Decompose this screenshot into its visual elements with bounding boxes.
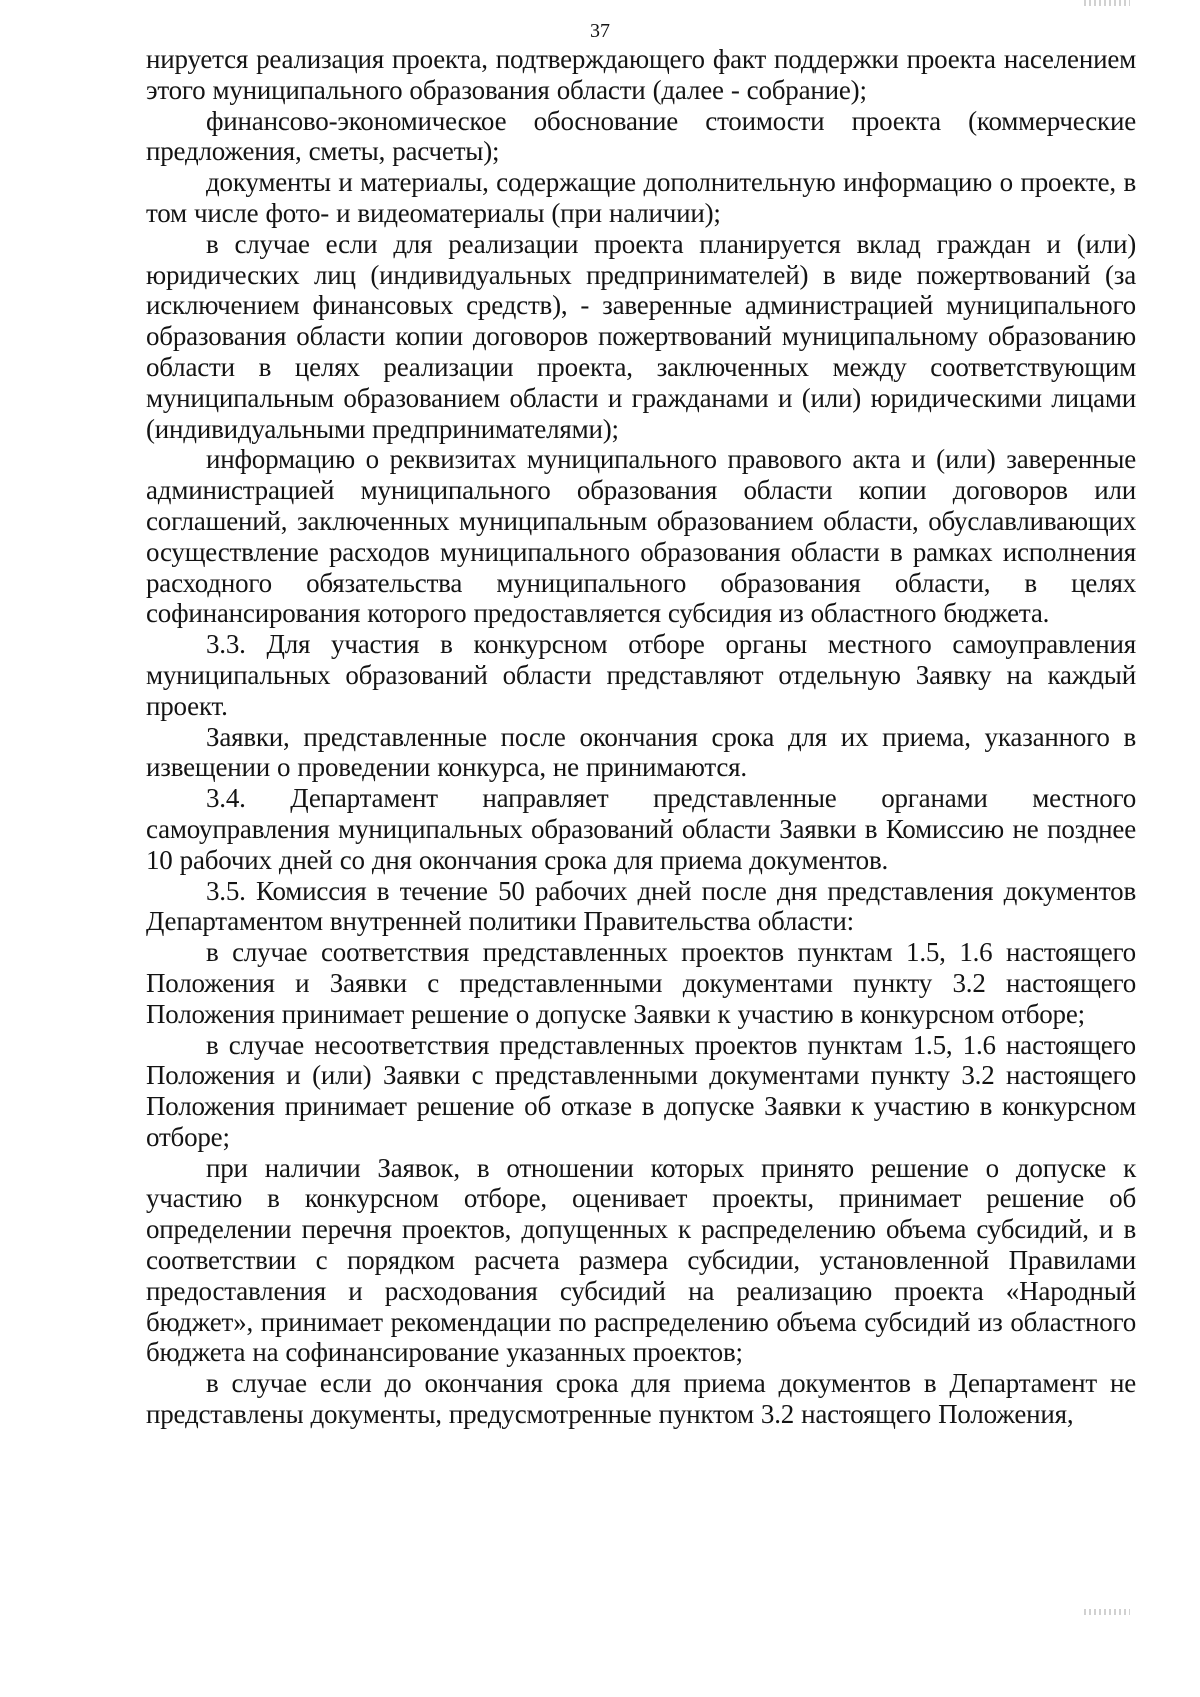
paragraph: при наличии Заявок, в отношении которых принято решение о допуске к участию в конкурсном отборе, оценивает проекты, принимает решение об определении перечня проектов, допущенных к распределению объема субсидий, и в соответствии с порядком расчета размера субсидии, установленной Правилами предоставления и расходования субсидий на реализацию проекта «Народный бюджет», принимает рекомендации по распределению объема субсидий из областного бюджета на софинансирование указанных проектов; — [146, 1152, 1136, 1368]
page-number: 37 — [590, 20, 610, 42]
paragraph-continuation: нируется реализация проекта, подтверждающего факт поддержки проекта населением этого муниципального образования области (далее - собрание); — [146, 44, 1136, 105]
paragraph: финансово-экономическое обоснование стоимости проекта (коммерческие предложения, сметы, расчеты); — [146, 105, 1136, 167]
scan-artifact-top — [1084, 0, 1130, 6]
document-body — [146, 44, 1136, 1430]
paragraph-section-3-4: 3.4. Департамент направляет представленные органами местного самоуправления муниципальных образований области Заявки в Комиссию не позднее 10 рабочих дней со дня окончания срока для приема документов. — [146, 783, 1136, 875]
paragraph: в случае если до окончания срока для приема документов в Департамент не представлены документы, предусмотренные пунктом 3.2 настоящего Положения, — [146, 1368, 1136, 1430]
paragraph: в случае несоответствия представленных проектов пунктам 1.5, 1.6 настоящего Положения и (или) Заявки с представленными документами пункту 3.2 настоящего Положения принимает решение об отказе в допуске Заявки к участию в конкурсном отборе; — [146, 1029, 1136, 1152]
paragraph-section-3-5: 3.5. Комиссия в течение 50 рабочих дней после дня представления документов Департаментом внутренней политики Правительства области: — [146, 875, 1136, 937]
paragraph: Заявки, представленные после окончания срока для их приема, указанного в извещении о проведении конкурса, не принимаются. — [146, 721, 1136, 783]
paragraph: информацию о реквизитах муниципального правового акта и (или) заверенные администрацией муниципального образования области копии договоров или соглашений, заключенных муниципальным образованием области, обуславливающих осуществление расходов муниципального образования области в рамках исполнения расходного обязательства муниципального образования области, в целях софинансирования которого предоставляется субсидия из областного бюджета. — [146, 444, 1136, 629]
paragraph-section-3-3: 3.3. Для участия в конкурсном отборе органы местного самоуправления муниципальных образований области представляют отдельную Заявку на каждый проект. — [146, 629, 1136, 721]
scan-artifact-bottom — [1084, 1609, 1130, 1615]
paragraph: документы и материалы, содержащие дополнительную информацию о проекте, в том числе фото- и видеоматериалы (при наличии); — [146, 167, 1136, 228]
paragraph: в случае соответствия представленных проектов пунктам 1.5, 1.6 настоящего Положения и Заявки с представленными документами пункту 3.2 настоящего Положения принимает решение о допуске Заявки к участию в конкурсном отборе; — [146, 937, 1136, 1029]
paragraph: в случае если для реализации проекта планируется вклад граждан и (или) юридических лиц (индивидуальных предпринимателей) в виде пожертвований (за исключением финансовых средств), - заверенные администрацией муниципального образования области копии договоров пожертвований муниципальному образованию области в целях реализации проекта, заключенных между соответствующим муниципальным образованием области и гражданами и (или) юридическими лицами (индивидуальными предпринимателями); — [146, 228, 1136, 444]
